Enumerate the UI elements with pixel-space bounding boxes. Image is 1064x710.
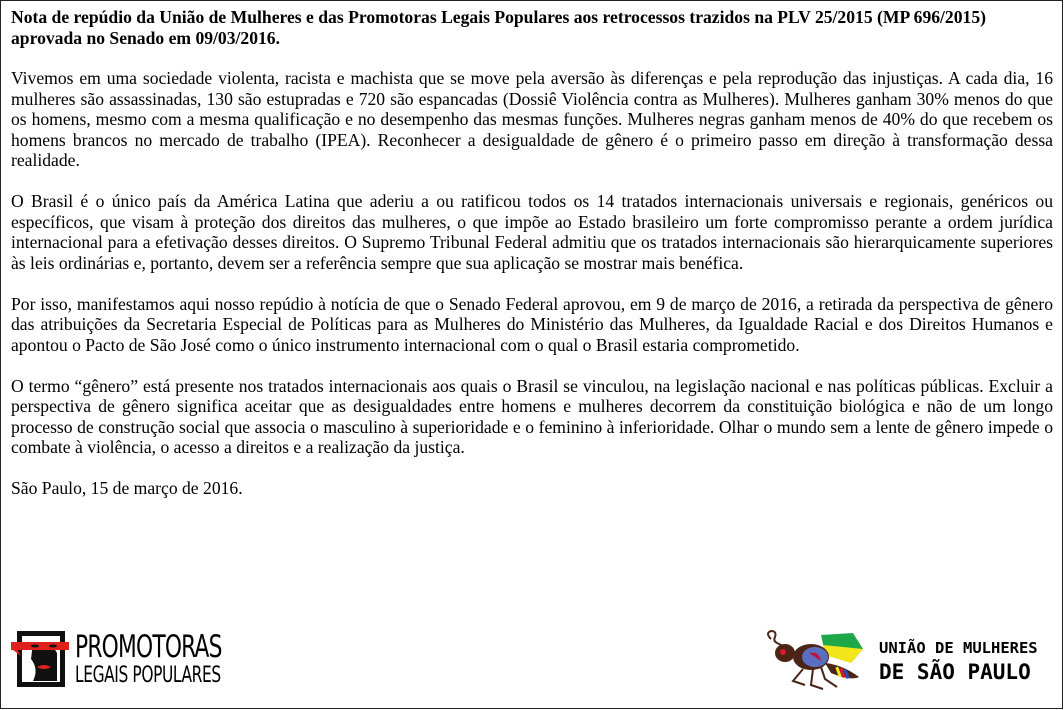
- paragraph-3: Por isso, manifestamos aqui nosso repúdio à notícia de que o Senado Federal aprovou, em 9 de março de 2016, a retirada da perspectiva de gênero das atribuições da Secretaria Especial de Políticas para as Mulheres do Ministério das Mulheres, da Igualdade Racial e dos Direitos Humanos e apontou o Pacto de São José como o único instrumento internacional com o qual o Brasil estaria comprometido.: [11, 293, 1053, 355]
- paragraph-1: Vivemos em uma sociedade violenta, racista e machista que se move pela aversão às diferenças e pela reprodução das injustiças. A cada dia, 16 mulheres são assassinadas, 130 são estupradas e 720 são espancadas (Dossiê Violência contra as Mulheres). Mulheres ganham 30% menos do que os homens, mesmo com a mesma qualificação e no desempenho das mesmas funções. Mulheres negras ganham menos de 40% do que recebem os homens brancos no mercado de trabalho (IPEA). Reconhecer a desigualdade de gênero é o primeiro passo em direção à transformação dessa realidade.: [11, 68, 1053, 170]
- promotoras-logo-line1: PROMOTORAS: [75, 628, 222, 665]
- uniao-logo-line2: DE SÃO PAULO: [879, 660, 1031, 684]
- paragraph-4: O termo “gênero” está presente nos tratados internacionais aos quais o Brasil se vinculou, na legislação nacional e nas políticas públicas. Excluir a perspectiva de gênero significa aceitar que as desigualdades entre homens e mulheres decorrem da constituição biológica e não de um longo processo de construção social que associa o masculino à superioridade e o feminino à inferioridade. Olhar o mundo sem a lente de gênero impede o combate à violência, o acesso a direitos e a realização da justiça.: [11, 375, 1053, 457]
- document-title: Nota de repúdio da União de Mulheres e das Promotoras Legais Populares aos retrocessos trazidos na PLV 25/2015 (MP 696/2015) aprovada no Senado em 09/03/2016.: [11, 7, 986, 48]
- promotoras-logo: [11, 629, 263, 689]
- bee-icon: [763, 629, 871, 691]
- uniao-logo-line1: UNIÃO DE MULHERES: [879, 638, 1038, 657]
- uniao-logo: [763, 629, 1038, 691]
- paragraph-2: O Brasil é o único país da América Latina que aderiu a ou ratificou todos os 14 tratados internacionais universais e regionais, genéricos ou específicos, que visam à proteção dos direitos das mulheres, o que impõe ao Estado brasileiro um forte compromisso perante a ordem jurídica internacional para a efetivação desses direitos. O Supremo Tribunal Federal admitiu que os tratados internacionais são hierarquicamente superiores às leis ordinárias e, portanto, devem ser a referência sempre que sua aplicação se mostrar mais benéfica.: [11, 191, 1053, 273]
- promotoras-logo-line2: LEGAIS POPULARES: [75, 662, 221, 688]
- promotoras-face-icon: [11, 629, 69, 689]
- signature-line: São Paulo, 15 de março de 2016.: [11, 478, 243, 498]
